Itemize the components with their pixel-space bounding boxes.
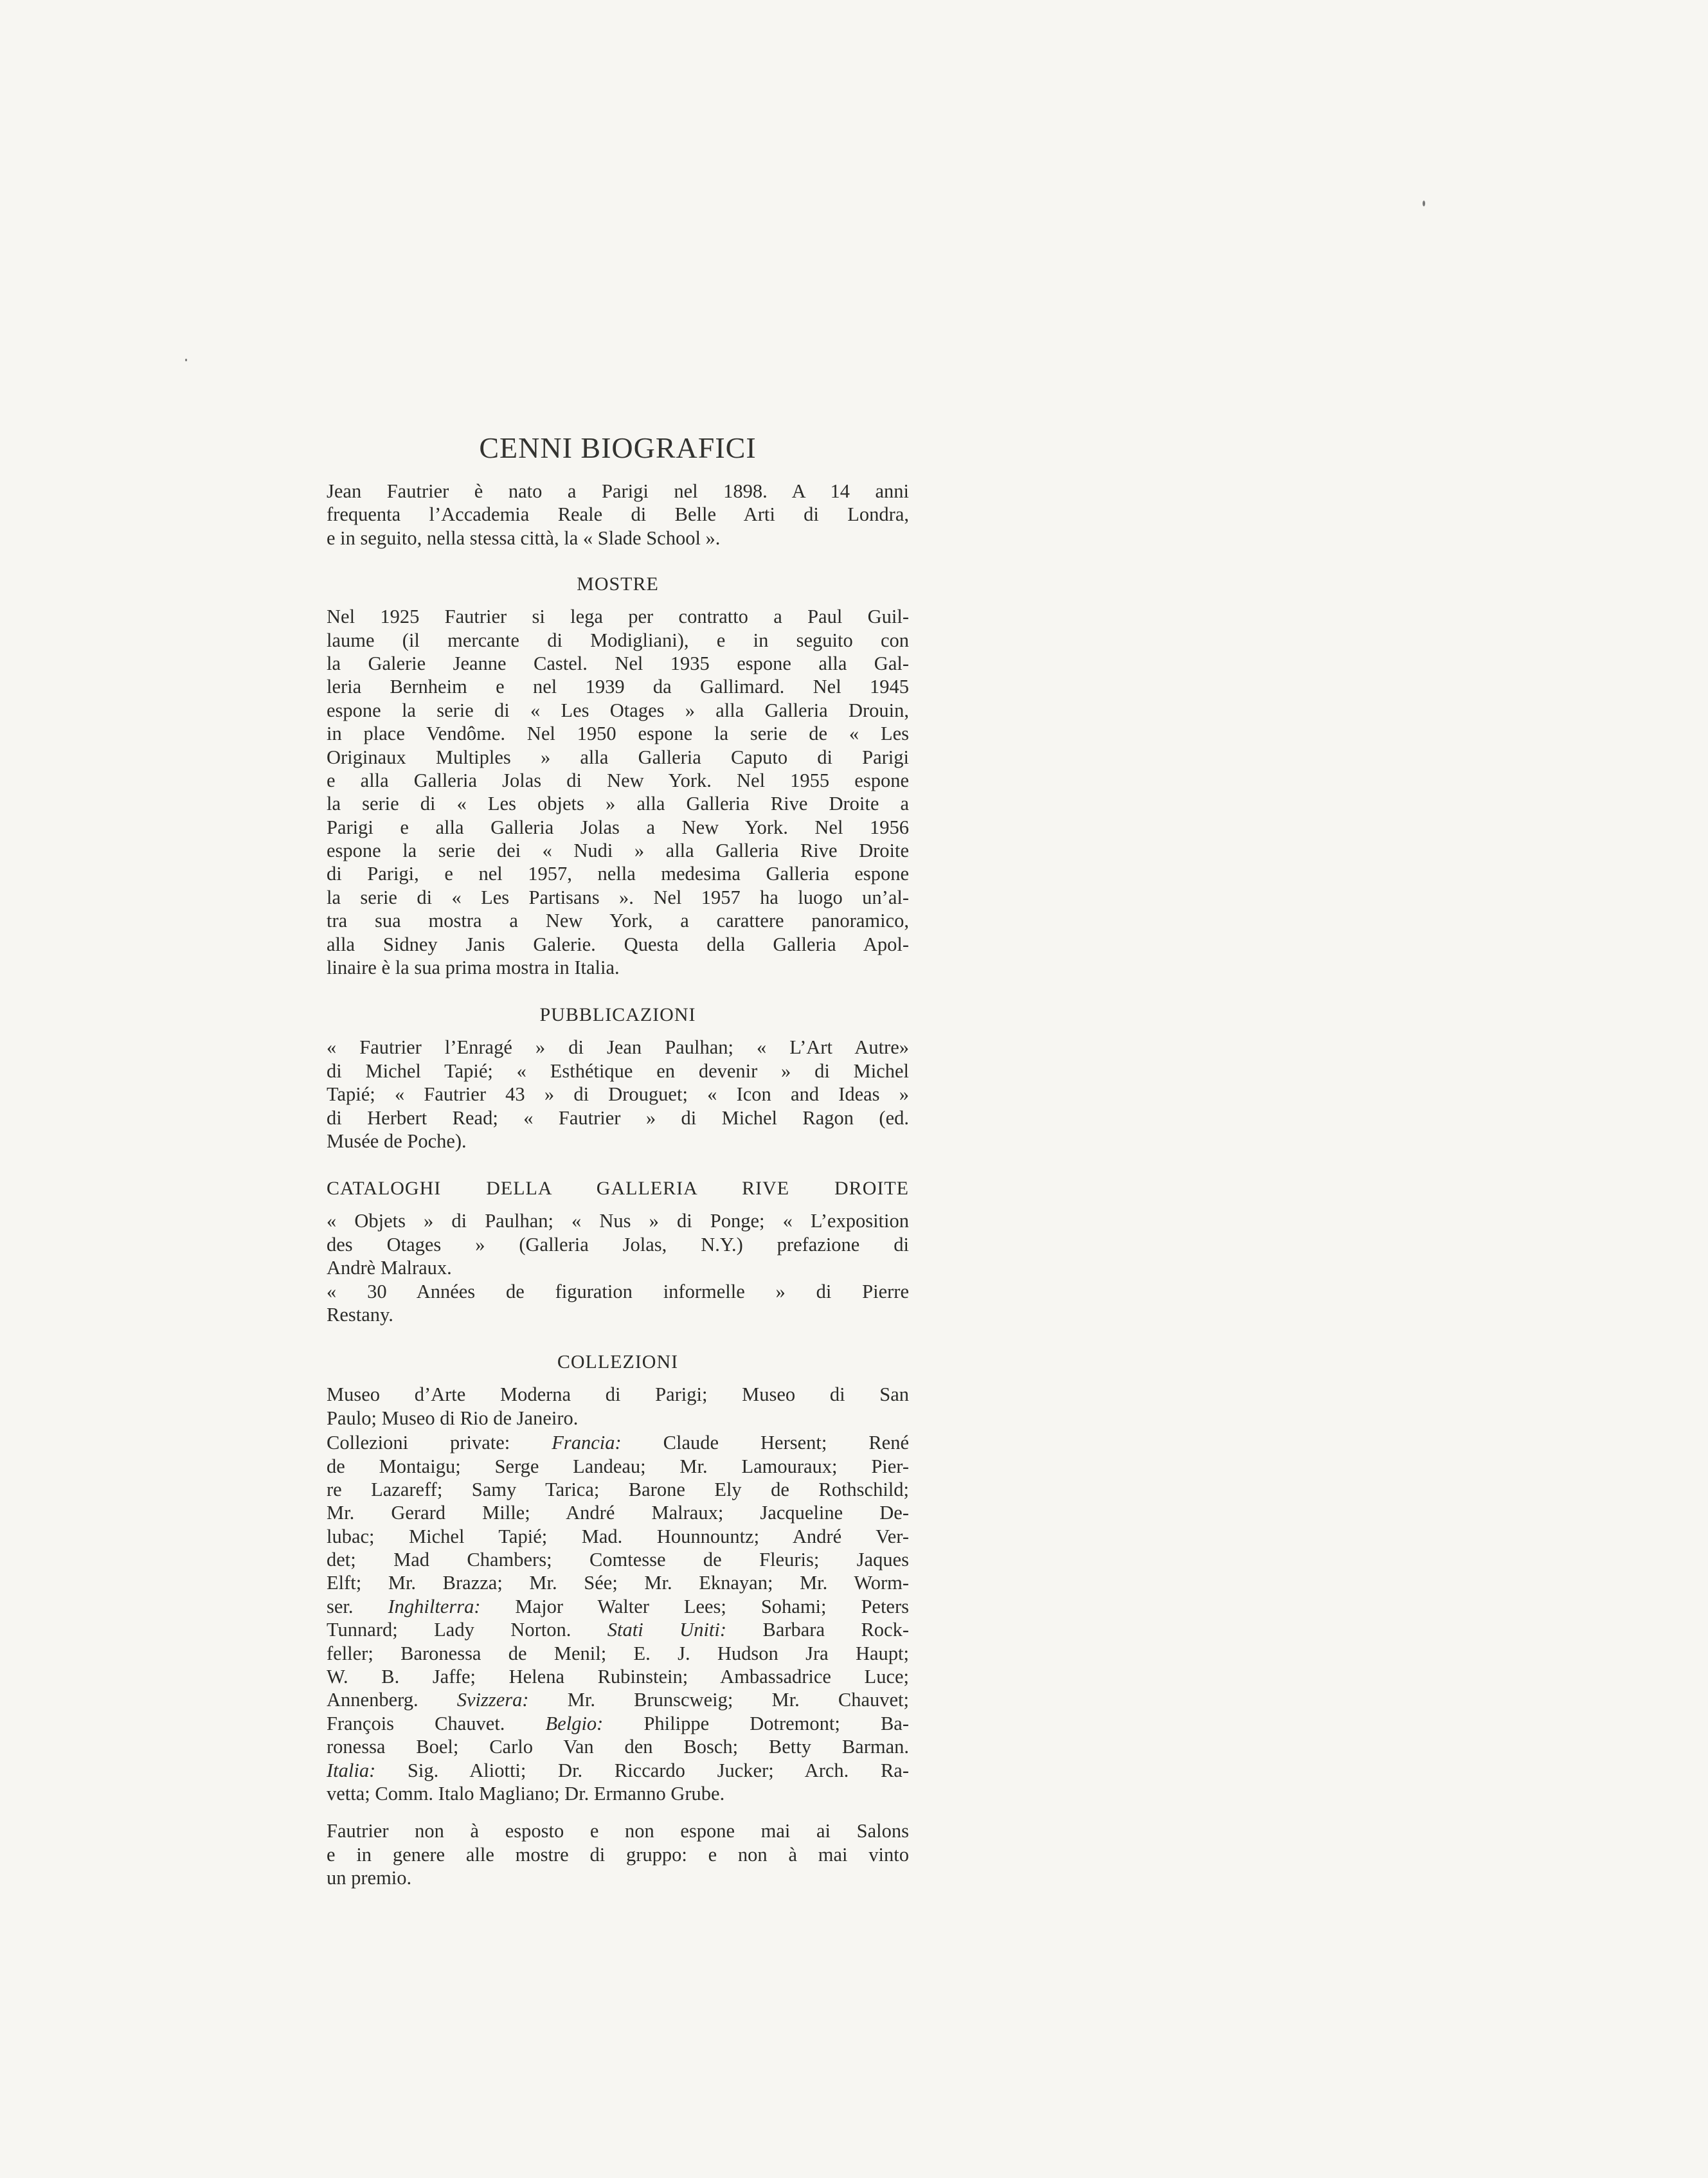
text-line: linaire è la sua prima mostra in Italia. (327, 957, 620, 979)
text-line: e in genere alle mostre di gruppo: e non à mai vinto (327, 1843, 909, 1866)
text-line: di Michel Tapié; « Esthétique en devenir » di Michel (327, 1059, 909, 1082)
paragraph (327, 1209, 909, 1279)
page-title: CENNI BIOGRAFICI (479, 431, 757, 464)
text-line: Tapié; « Fautrier 43 » di Drouguet; « Icon and Ideas » (327, 1083, 909, 1106)
text-line: feller; Baronessa de Menil; E. J. Hudson Jra Haupt; (327, 1642, 909, 1664)
text-line: « 30 Années de figuration informelle » di Pierre (327, 1280, 909, 1302)
paragraph (327, 605, 909, 979)
country-label: Francia: (552, 1432, 622, 1454)
text-line: di Parigi, e nel 1957, nella medesima Galleria espone (327, 863, 909, 885)
text-line: ronessa Boel; Carlo Van den Bosch; Betty Barman. (327, 1736, 909, 1758)
text-line (327, 1759, 909, 1782)
paragraph (327, 1280, 909, 1327)
text-line: Elft; Mr. Brazza; Mr. Sée; Mr. Eknayan; Mr. Worm- (327, 1572, 909, 1594)
text-line: Musée de Poche). (327, 1130, 467, 1152)
text-line: la Galerie Jeanne Castel. Nel 1935 espone alla Gal- (327, 652, 909, 674)
text-line: Fautrier non à esposto e non espone mai ai Salons (327, 1820, 909, 1842)
text-line (327, 1618, 909, 1641)
country-label: Svizzera: (456, 1689, 529, 1711)
text-line: lubac; Michel Tapié; Mad. Hounnountz; André Ver- (327, 1525, 909, 1547)
text-line: « Fautrier l’Enragé » di Jean Paulhan; « L’Art Autre» (327, 1036, 909, 1059)
text-line (327, 1712, 909, 1735)
text-line: di Herbert Read; « Fautrier » di Michel Ragon (ed. (327, 1106, 909, 1129)
text-line: e alla Galleria Jolas di New York. Nel 1955 espone (327, 769, 909, 791)
text-line: Nel 1925 Fautrier si lega per contratto a Paul Guil- (327, 606, 909, 628)
paper-speck (185, 359, 187, 361)
text-line: Andrè Malraux. (327, 1257, 452, 1279)
section-heading: PUBBLICAZIONI (539, 1004, 696, 1026)
text-line: Originaux Multiples » alla Galleria Caputo di Parigi (327, 746, 909, 768)
text-segment: Claude Hersent; René (621, 1432, 910, 1454)
text-line: « Objets » di Paulhan; « Nus » di Ponge; « L’exposition (327, 1210, 909, 1232)
text-segment: Collezioni private: (327, 1432, 552, 1454)
text-segment: Annenberg. (327, 1689, 457, 1711)
text-line: Parigi e alla Galleria Jolas a New York. Nel 1956 (327, 816, 909, 838)
text-line: alla Sidney Janis Galerie. Questa della Galleria Apol- (327, 933, 909, 955)
paragraph (327, 1036, 909, 1153)
text-line: e in seguito, nella stessa città, la « Slade School ». (327, 526, 721, 549)
paragraph (327, 1431, 909, 1805)
paper-speck (1423, 201, 1425, 206)
text-line (327, 1688, 909, 1711)
text-segment: Tunnard; Lady Norton. (327, 1619, 607, 1641)
paragraph (327, 1819, 909, 1889)
closing-paragraph (327, 1819, 909, 1889)
text-line: des Otages » (Galleria Jolas, N.Y.) prefazione di (327, 1233, 909, 1256)
text-segment: Barbara Rock- (726, 1619, 909, 1641)
section-heading: CATALOGHI DELLA GALLERIA RIVE DROITE (327, 1178, 909, 1200)
text-segment: ser. (327, 1595, 388, 1617)
text-line (327, 1595, 909, 1618)
section-heading: MOSTRE (577, 573, 659, 595)
text-line: Restany. (327, 1303, 393, 1326)
section-heading: COLLEZIONI (557, 1351, 679, 1373)
country-label: Inghilterra: (388, 1595, 481, 1617)
text-line: tra sua mostra a New York, a carattere panoramico, (327, 910, 909, 932)
text-segment: Sig. Aliotti; Dr. Riccardo Jucker; Arch. Ra- (375, 1759, 909, 1781)
text-line: la serie di « Les Partisans ». Nel 1957 ha luogo un’al- (327, 886, 909, 908)
text-line: W. B. Jaffe; Helena Rubinstein; Ambassadrice Luce; (327, 1666, 909, 1688)
text-line (327, 1431, 909, 1454)
intro-paragraph (327, 480, 909, 550)
text-line: frequenta l’Accademia Reale di Belle Arti di Londra, (327, 503, 909, 526)
text-line: Jean Fautrier è nato a Parigi nel 1898. A 14 anni (327, 480, 909, 502)
section-pubblicazioni (327, 1002, 909, 1153)
country-label: Belgio: (545, 1712, 604, 1734)
text-line: laume (il mercante di Modigliani), e in seguito con (327, 629, 909, 651)
country-label: Stati Uniti: (607, 1619, 727, 1641)
text-line: Paulo; Museo di Rio de Janeiro. (327, 1407, 579, 1429)
text-segment: Major Walter Lees; Sohami; Peters (480, 1595, 909, 1617)
text-line: re Lazareff; Samy Tarica; Barone Ely de Rothschild; (327, 1478, 909, 1500)
text-segment: Mr. Brunscweig; Mr. Chauvet; (528, 1689, 909, 1711)
text-column (327, 431, 909, 1890)
section-collezioni (327, 1349, 909, 1805)
text-line: de Montaigu; Serge Landeau; Mr. Lamouraux; Pier- (327, 1455, 909, 1477)
text-line: Museo d’Arte Moderna di Parigi; Museo di San (327, 1383, 909, 1406)
text-line: espone la serie dei « Nudi » alla Galleria Rive Droite (327, 840, 909, 862)
text-line: leria Bernheim e nel 1939 da Gallimard. Nel 1945 (327, 676, 909, 698)
section-mostre (327, 572, 909, 979)
section-cataloghi (327, 1176, 909, 1326)
text-line: det; Mad Chambers; Comtesse de Fleuris; Jaques (327, 1549, 909, 1571)
text-line: un premio. (327, 1867, 412, 1889)
text-line: espone la serie di « Les Otages » alla Galleria Drouin, (327, 699, 909, 721)
text-line: vetta; Comm. Italo Magliano; Dr. Ermanno Grube. (327, 1782, 725, 1805)
text-line: Mr. Gerard Mille; André Malraux; Jacqueline De- (327, 1502, 909, 1524)
country-label: Italia: (327, 1759, 376, 1781)
paragraph (327, 480, 909, 550)
text-segment: François Chauvet. (327, 1712, 546, 1734)
text-segment: Philippe Dotremont; Ba- (603, 1712, 909, 1734)
text-line: in place Vendôme. Nel 1950 espone la serie de « Les (327, 723, 909, 745)
paragraph (327, 1383, 909, 1430)
text-line: la serie di « Les objets » alla Galleria Rive Droite a (327, 793, 909, 815)
